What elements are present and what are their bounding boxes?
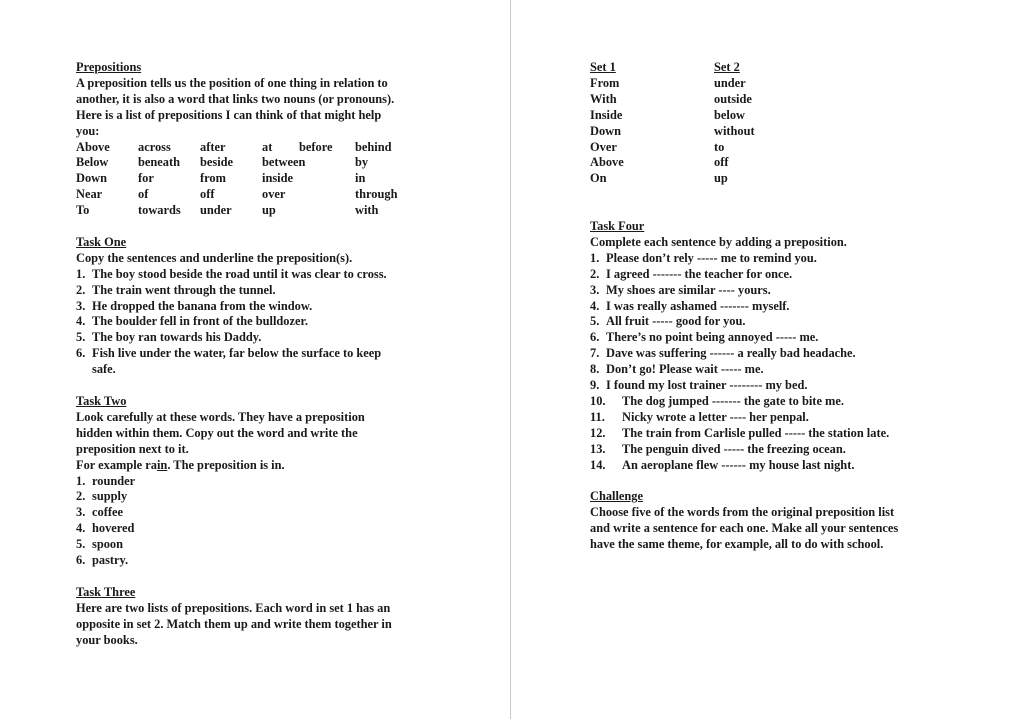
task-two-list (76, 474, 436, 569)
preposition-list (76, 140, 436, 220)
set2-word: below (714, 107, 745, 122)
set2-word: outside (714, 91, 752, 106)
challenge-heading: Challenge (590, 489, 644, 504)
list-item: 4. The boulder fell in front of the bulldozer. (76, 314, 308, 329)
preposition-word: towards (138, 203, 181, 218)
list-item: 13. The penguin dived ----- the freezing ocean. (590, 441, 846, 456)
preposition-word: Down (76, 171, 107, 186)
set2-heading: Set 2 (714, 60, 740, 74)
set1-word: On (590, 171, 607, 186)
challenge-text: have the same theme, for example, all to do with school. (590, 537, 884, 552)
list-item: 6. pastry. (76, 553, 129, 568)
intro-line: another, it is also a word that links two nouns (or pronouns). (76, 91, 395, 106)
list-item: 14. An aeroplane flew ------ my house last night. (590, 457, 855, 472)
list-item: 11. Nicky wrote a letter ---- her penpal. (590, 409, 809, 424)
list-item: 5. The boy ran towards his Daddy. (76, 330, 262, 345)
preposition-word: with (355, 203, 379, 218)
task-two-instruction: Look carefully at these words. They have a preposition (76, 409, 365, 424)
set2-word: up (714, 171, 728, 186)
preposition-word (299, 187, 355, 203)
set1-word: Above (590, 155, 624, 170)
preposition-word: under (200, 203, 232, 218)
set1-word: From (590, 75, 620, 90)
list-item: 10. The dog jumped ------- the gate to bite me. (590, 394, 844, 408)
preposition-word: after (200, 139, 226, 154)
task-three-text: opposite in set 2. Match them up and write them together in (76, 616, 392, 631)
preposition-word: from (200, 171, 226, 186)
preposition-word (299, 203, 355, 219)
list-item: 3. My shoes are similar ---- yours. (590, 282, 771, 297)
preposition-word: by (355, 155, 369, 170)
set2-word: under (714, 75, 746, 90)
preposition-word: for (138, 171, 154, 186)
list-item: 6. There’s no point being annoyed ----- me. (590, 330, 819, 345)
task-three-text: your books. (76, 632, 138, 647)
task-one-heading: Task One (76, 234, 127, 249)
page-divider (510, 0, 511, 719)
set2-word: off (714, 155, 729, 170)
list-item: 9. I found my lost trainer -------- my bed. (590, 378, 808, 393)
set1-word: Over (590, 139, 617, 154)
task-two-heading: Task Two (76, 394, 127, 408)
preposition-word: through (355, 187, 398, 202)
task-four-list (590, 251, 950, 474)
task-three-heading: Task Three (76, 584, 136, 599)
set1-word: Down (590, 123, 621, 138)
preposition-word: To (76, 203, 90, 218)
list-item: 2. I agreed ------- the teacher for once. (590, 266, 793, 281)
preposition-word: up (262, 203, 276, 218)
preposition-word: beneath (138, 155, 180, 170)
preposition-word (299, 171, 355, 187)
preposition-word: in (355, 171, 366, 186)
set1-word: With (590, 91, 617, 106)
preposition-word: over (262, 187, 286, 202)
list-item: 5. spoon (76, 537, 123, 552)
preposition-word: between (262, 155, 306, 170)
list-item: 4. hovered (76, 521, 135, 536)
preposition-word: of (138, 187, 149, 202)
sets-table (590, 60, 950, 187)
preposition-word: inside (262, 171, 293, 186)
task-two-example: For example rain. The preposition is in. (76, 457, 285, 472)
left-page (76, 60, 436, 648)
list-item: 2. supply (76, 489, 128, 504)
right-page (590, 60, 950, 553)
preposition-word: behind (355, 139, 392, 154)
preposition-word: Above (76, 139, 110, 154)
set1-word: Inside (590, 107, 623, 122)
list-item: 1. Please don’t rely ----- me to remind you. (590, 250, 817, 265)
preposition-word: before (299, 139, 333, 154)
list-item: 8. Don’t go! Please wait ----- me. (590, 362, 764, 377)
intro-line: A preposition tells us the position of one thing in relation to (76, 75, 388, 90)
set2-word: to (714, 139, 725, 154)
task-two-instruction: preposition next to it. (76, 441, 189, 456)
preposition-word: Near (76, 187, 103, 202)
list-item: 3. He dropped the banana from the window. (76, 298, 313, 313)
list-item: 4. I was really ashamed ------- myself. (590, 298, 790, 313)
preposition-word: across (138, 139, 171, 154)
list-item: 1. rounder (76, 473, 136, 488)
task-one-instruction: Copy the sentences and underline the preposition(s). (76, 250, 353, 265)
set2-word: without (714, 123, 755, 138)
task-two-instruction: hidden within them. Copy out the word and write the (76, 425, 358, 440)
list-item: 7. Dave was suffering ------ a really bad headache. (590, 346, 856, 361)
task-one-list (76, 267, 436, 378)
task-four-instruction: Complete each sentence by adding a preposition. (590, 234, 847, 249)
task-three-text: Here are two lists of prepositions. Each word in set 1 has an (76, 600, 391, 615)
challenge-text: and write a sentence for each one. Make all your sentences (590, 521, 899, 536)
set1-heading: Set 1 (590, 60, 616, 74)
list-item: 2. The train went through the tunnel. (76, 282, 276, 297)
preposition-word: beside (200, 155, 234, 170)
challenge-text: Choose five of the words from the original preposition list (590, 505, 895, 520)
task-four-heading: Task Four (590, 219, 645, 234)
intro-line: Here is a list of prepositions I can think of that might help (76, 107, 382, 122)
prepositions-heading: Prepositions (76, 60, 142, 74)
list-item: 5. All fruit ----- good for you. (590, 314, 746, 329)
list-item-continuation: safe. (92, 362, 116, 377)
preposition-word: at (262, 139, 273, 154)
preposition-word: Below (76, 155, 109, 170)
preposition-word: off (200, 187, 215, 202)
list-item: 6. Fish live under the water, far below the surface to keep (76, 346, 382, 361)
list-item: 12. The train from Carlisle pulled ----- the station late. (590, 425, 890, 440)
list-item: 1. The boy stood beside the road until it was clear to cross. (76, 266, 387, 281)
preposition-word (299, 155, 355, 171)
list-item: 3. coffee (76, 505, 123, 520)
intro-line: you: (76, 123, 100, 138)
